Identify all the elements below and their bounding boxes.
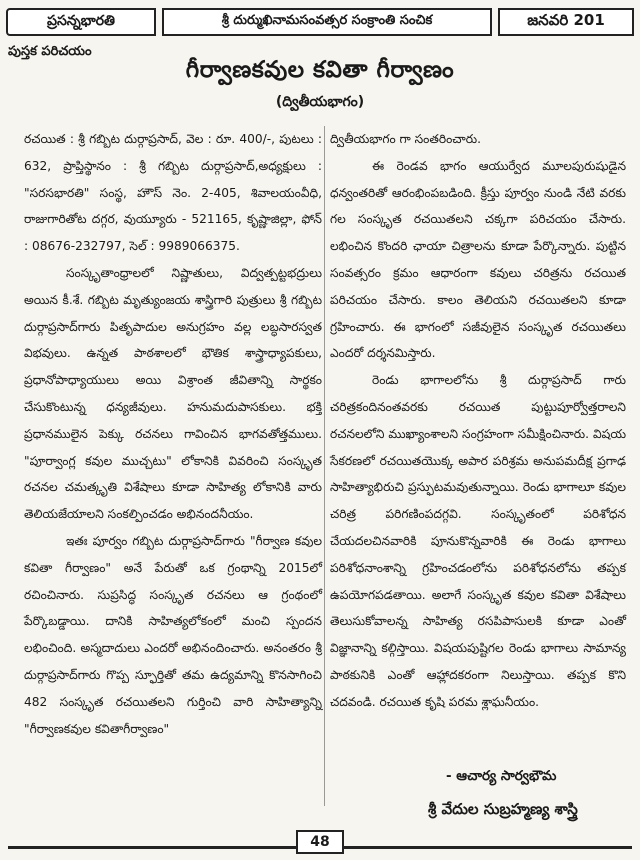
article-title: గీర్వాణకవుల కవితా గీర్వాణం xyxy=(185,56,455,83)
section-label: పుస్తక పరిచయం xyxy=(8,44,92,59)
column-divider xyxy=(324,126,325,806)
right-column xyxy=(330,126,626,716)
book-details-paragraph: రచయిత : శ్రీ గబ్బిట దుర్గాప్రసాద్, వెల : రూ. 400/-, పుటలు : 632, ప్రాప్తిస్థానం : శ్రీ గబ్బిట దుర్గాప్రసాద్,అధ్యక్షులు : "సరసభారతి" సంస్థ, హౌస్ నెం. 2-405, శివాలయంవీధి, రాజుగారితోట దగ్గర, వుయ్యూరు - 521165, కృష్ణాజిల్లా, ఫోన్ : 08676-232797, సెల్ : 9989066375. xyxy=(24,132,322,254)
reviewer-name: శ్రీ వేదుల సుబ్రహ్మణ్య శాస్త్రి xyxy=(428,800,578,818)
article-paragraph: సంస్కృతాంధ్రాలలో నిష్ణాతులు, విద్వత్పట్టభద్రులు అయిన కీ.శే. గబ్బిట మృత్యుంజయ శాస్త్రిగారి పుత్రులు శ్రీ గబ్బిట దుర్గాప్రసాద్‌గారు పితృపాదుల అనుగ్రహం వల్ల లబ్ధసారస్వత విభవులు. ఉన్నత పాఠశాలలో భౌతిక శాస్త్రాధ్యాపకులు, ప్రధానోపాధ్యాయులు అయి విశ్రాంత జీవితాన్ని సార్థకం చేసుకొంటున్న ధన్యజీవులు. హనుమదుపాసకులు. భక్తి ప్రధానములైన పెక్కు రచనలు గావించిన భాగవతోత్తములు. "పూర్వాంగ్ల కవుల ముచ్చటు" లోకానికి వివరించి సంస్కృత రచనల చమత్కృతి విశేషాలు కూడా సాహిత్య లోకానికి వారు తెలియజేయాలని సంకల్పించడం అభినందనీయం. xyxy=(24,265,322,522)
article-paragraph: ద్వితీయభాగం గా సంతరించారు. xyxy=(330,132,482,146)
article-subtitle: (ద్వితీయభాగం) xyxy=(275,94,365,110)
magazine-name: ప్రసన్నభారతి xyxy=(6,8,156,36)
article-paragraph: ఈ రెండవ భాగం ఆయుర్వేద మూలపురుషుడైన ధన్వంతరితో ఆరంభింపబడింది. క్రీస్తు పూర్వం నుండి నేటి వరకు గల సంస్కృత రచయితలని చక్కగా పరిచయం చేసారు. లభించిన కొందరి ఛాయా చిత్రాలను కూడా పేర్కొన్నారు. పుట్టిన సంవత్సరం క్రమం ఆధారంగా కవులు చరిత్రను రచయిత పరిచయం చేసారు. కాలం తెలియని రచయితలని కూడా గ్రహించారు. ఈ భాగంలో సజీవులైన సంస్కృత రచయితలు ఎందరో దర్శనమిస్తారు. xyxy=(330,158,626,361)
issue-name: శ్రీ దుర్ముఖినామసంవత్సర సంక్రాంతి సంచిక xyxy=(162,8,492,36)
issue-date: జనవరి 201 xyxy=(498,8,634,36)
page-header xyxy=(6,8,634,38)
article-paragraph: రెండు భాగాలలోను శ్రీ దుర్గాప్రసాద్ గారు చరిత్రకందినంతవరకు రచయిత పుట్టుపూర్వోత్తరాలని రచనలలోని ముఖ్యాంశాలని సంగ్రహంగా సమీక్షించినారు. విషయ సేకరణలో రచయితయొక్క అపార పరిశ్రమ అనుపమదీక్ష ప్రగాఢ సాహిత్యాభిరుచి ప్రస్ఫుటమవుతున్నాయి. రెండు భాగాలూ కవుల చరిత్ర పరిగణింపదగ్గవి. సంస్కృతంలో పరిశోధన చేయదలచినవారికి పూనుకొన్నవారికి ఈ రెండు భాగాలు పరిశోధనాంశాన్ని గ్రహించడంలోను పరిశోధనలోను తప్పక ఉపయోగపడతాయి. అలాగే సంస్కృత కవుల కవితా విశేషాలు తెలుసుకోవాలన్న సాహిత్య రసపిపాసులకి కూడా ఎంతో విజ్ఞానాన్ని కల్గిస్తాయి. విషయపుష్టిగల రెండు భాగాలు సామాన్య పాఠకునికి ఎంతో ఆహ్లాదకరంగా నిలుస్తాయి. తప్పక కొని చదవండి. రచయిత కృషి పరమ శ్లాఘనీయం. xyxy=(330,373,626,709)
page-number: 48 xyxy=(296,830,344,854)
left-column xyxy=(24,126,322,742)
article-paragraph: ఇతః పూర్వం గబ్బిట దుర్గాప్రసాద్‌గారు "గీర్వాణ కవుల కవితా గీర్వాణం" అనే పేరుతో ఒక గ్రంథాన్ని 2015లో రచించినారు. సుప్రసిద్ధ సంస్కృత రచనలు ఆ గ్రంథంలో పేర్కొబడ్డాయి. దానికి సాహిత్యలోకంలో మంచి స్పందన లభించింది. అస్మదాదులు ఎందరో అభినందించారు. అనంతరం శ్రీ దుర్గాప్రసాద్‌గారు గొప్ప స్ఫూర్తితో తమ ఉద్యమాన్ని కొనసాగించి 482 సంస్కృత రచయితలని గుర్తించి వారి సాహిత్యాన్ని "గీర్వాణకవుల కవితాగీర్వాణం" xyxy=(24,533,322,736)
reviewer-title: - ఆచార్య సార్వభౌమ xyxy=(446,768,557,784)
